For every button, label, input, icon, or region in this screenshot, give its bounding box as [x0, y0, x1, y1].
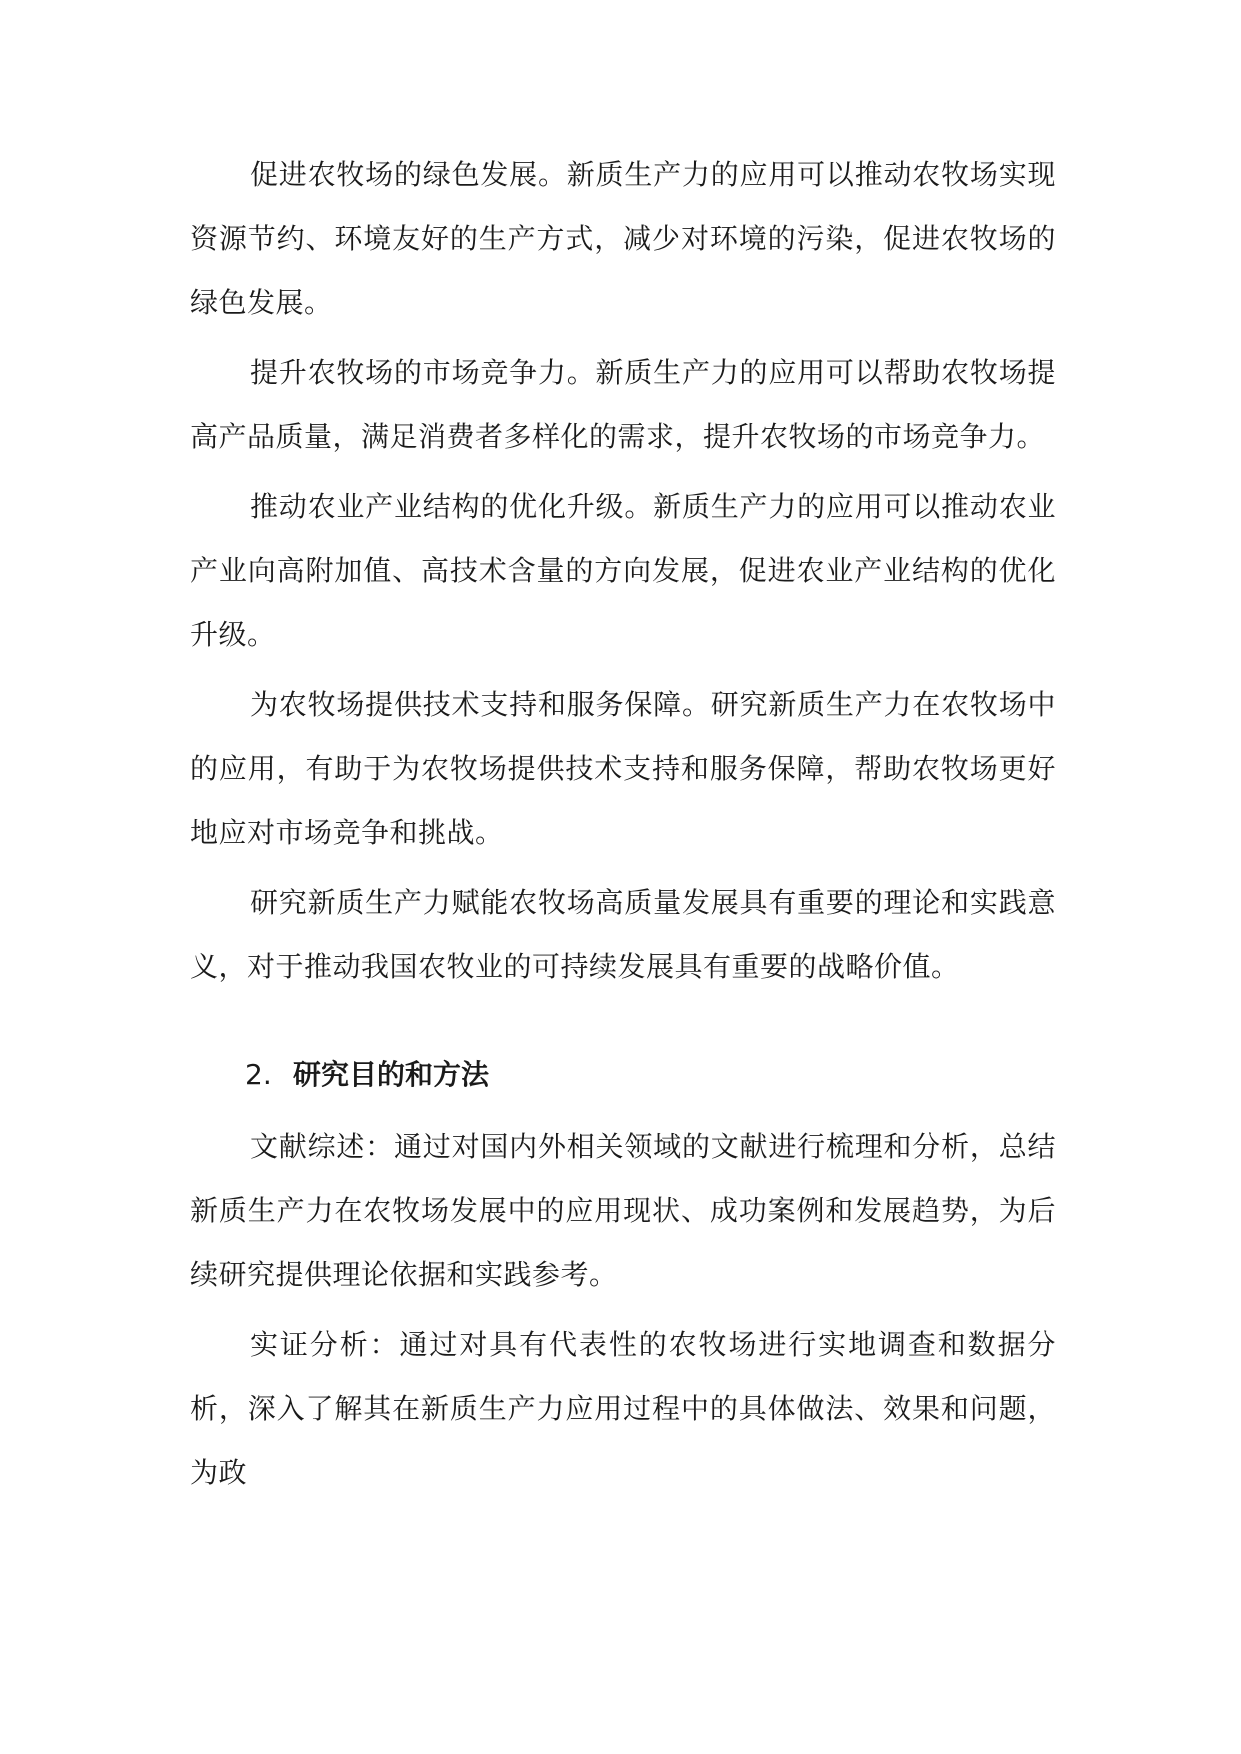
paragraph-green-development: 促进农牧场的绿色发展。新质生产力的应用可以推动农牧场实现资源节约、环境友好的生产方式，减少对环境的污染，促进农牧场的绿色发展。 [190, 158, 1056, 319]
section-number: 2. [245, 1058, 272, 1091]
paragraph-empirical-analysis: 实证分析：通过对具有代表性的农牧场进行实地调查和数据分析，深入了解其在新质生产力应用过程中的具体做法、效果和问题，为政 [190, 1328, 1056, 1489]
paragraph-industry-upgrade: 推动农业产业结构的优化升级。新质生产力的应用可以推动农业产业向高附加值、高技术含量的方向发展，促进农业产业结构的优化升级。 [190, 490, 1056, 651]
section-heading [190, 1043, 1056, 1107]
section-title: 研究目的和方法 [293, 1058, 490, 1091]
paragraph-research-significance: 研究新质生产力赋能农牧场高质量发展具有重要的理论和实践意义，对于推动我国农牧业的可持续发展具有重要的战略价值。 [190, 886, 1056, 983]
document-body [190, 143, 1056, 1505]
paragraph-literature-review: 文献综述：通过对国内外相关领域的文献进行梳理和分析，总结新质生产力在农牧场发展中的应用现状、成功案例和发展趋势，为后续研究提供理论依据和实践参考。 [190, 1130, 1056, 1291]
paragraph-market-competitiveness: 提升农牧场的市场竞争力。新质生产力的应用可以帮助农牧场提高产品质量，满足消费者多样化的需求，提升农牧场的市场竞争力。 [190, 356, 1056, 453]
paragraph-technical-support: 为农牧场提供技术支持和服务保障。研究新质生产力在农牧场中的应用，有助于为农牧场提供技术支持和服务保障，帮助农牧场更好地应对市场竞争和挑战。 [190, 688, 1056, 849]
